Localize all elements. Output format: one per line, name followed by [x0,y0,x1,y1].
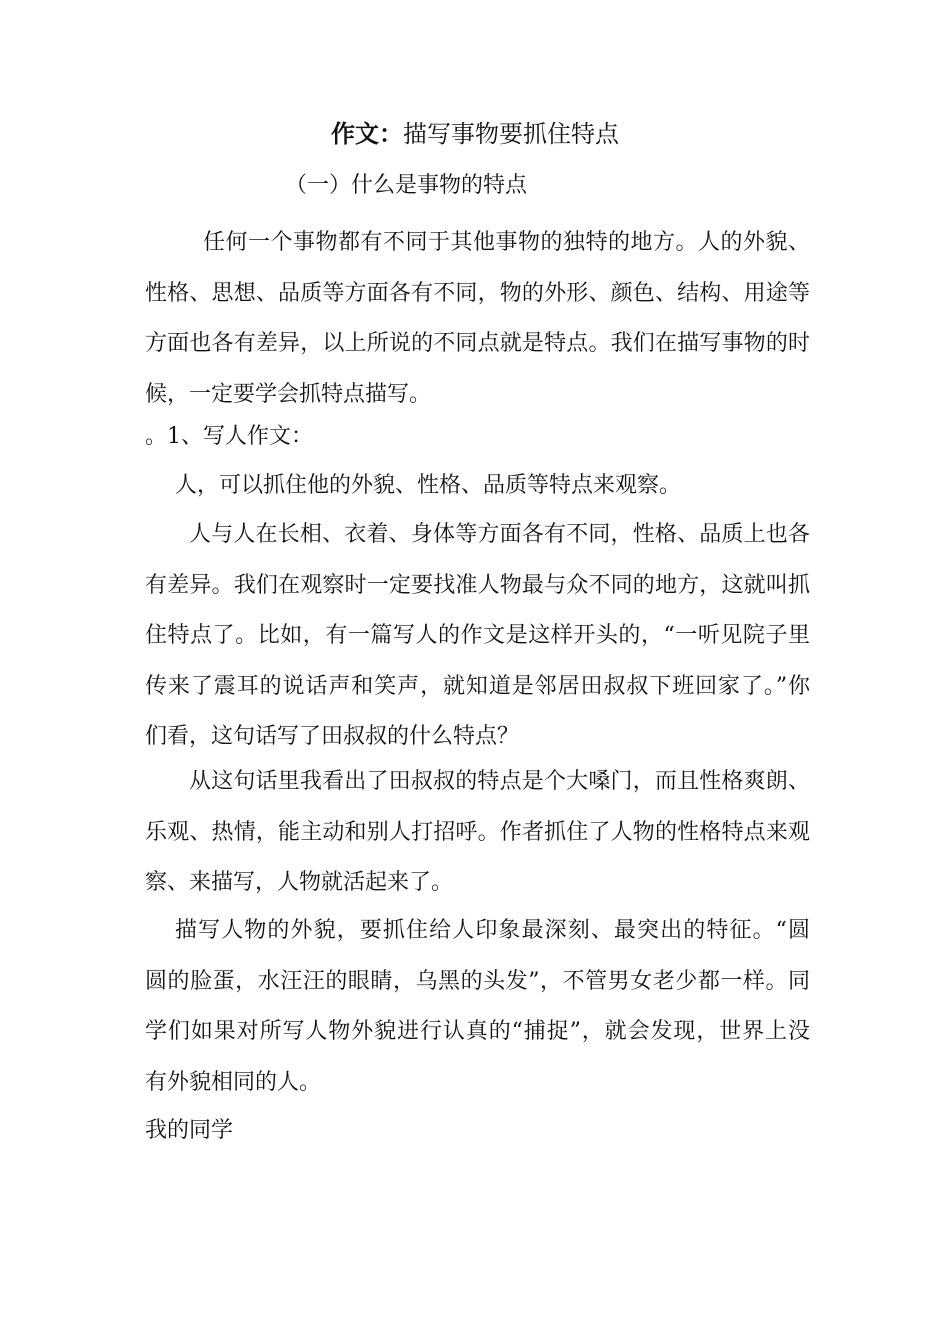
text-line: 传来了震耳的说话声和笑声，就知道是邻居田叔叔下班回家了。”你 [145,673,810,699]
title-prefix: 作文： [331,119,403,148]
text-line: 们看，这句话写了田叔叔的什么特点？ [145,724,520,749]
text-line: 方面也各有差异，以上所说的不同点就是特点。我们在描写事物的时 [145,331,810,356]
paragraph-appearance [145,906,810,1108]
text-line: 任何一个事物都有不同于其他事物的独特的地方。人的外貌、 [203,230,810,255]
text-line: 察、来描写，人物就活起来了。 [145,870,454,895]
document-title [0,116,950,152]
text-line: 候，一定要学会抓特点描写。 [145,381,432,407]
text-line: 性格、思想、品质等方面各有不同，物的外形、颜色、结构、用途等 [145,280,810,306]
text-line: 我的同学 [145,1118,234,1143]
paragraph-intro [145,218,810,420]
title-text: 描写事物要抓住特点 [403,120,619,148]
paragraph-example [145,757,810,909]
text-line: 描写人物的外貌，要抓住给人印象最深刻、最突出的特征。“圆 [175,918,810,943]
text-line: 。1、写人作文： [145,424,313,449]
section-heading: （一）什么是事物的特点 [285,173,528,198]
text-line: 乐观、热情，能主动和别人打招呼。作者抓住了人物的性格特点来观 [145,819,810,845]
text-line: 有外貌相同的人。 [145,1069,322,1095]
text-line: 住特点了。比如，有一篇写人的作文是这样开头的，“一听见院子里 [145,623,810,648]
text-line: 人，可以抓住他的外貌、性格、品质等特点来观察。 [175,473,682,498]
paragraph-person [145,461,810,512]
text-line: 有差异。我们在观察时一定要找准人物最与众不同的地方，这就叫抓 [145,572,810,598]
paragraph-my-classmate [145,1106,810,1157]
text-line: 人与人在长相、衣着、身体等方面各有不同，性格、品质上也各 [189,522,810,547]
paragraph-differences [145,510,810,763]
text-line: 圆的脸蛋，水汪汪的眼睛，乌黑的头发”，不管男女老少都一样。同 [145,968,810,994]
text-line: 从这句话里我看出了田叔叔的特点是个大嗓门，而且性格爽朗、 [189,769,810,794]
text-line: 学们如果对所写人物外貌进行认真的“捕捉”，就会发现，世界上没 [145,1019,810,1044]
paragraph-heading-1 [145,412,810,463]
